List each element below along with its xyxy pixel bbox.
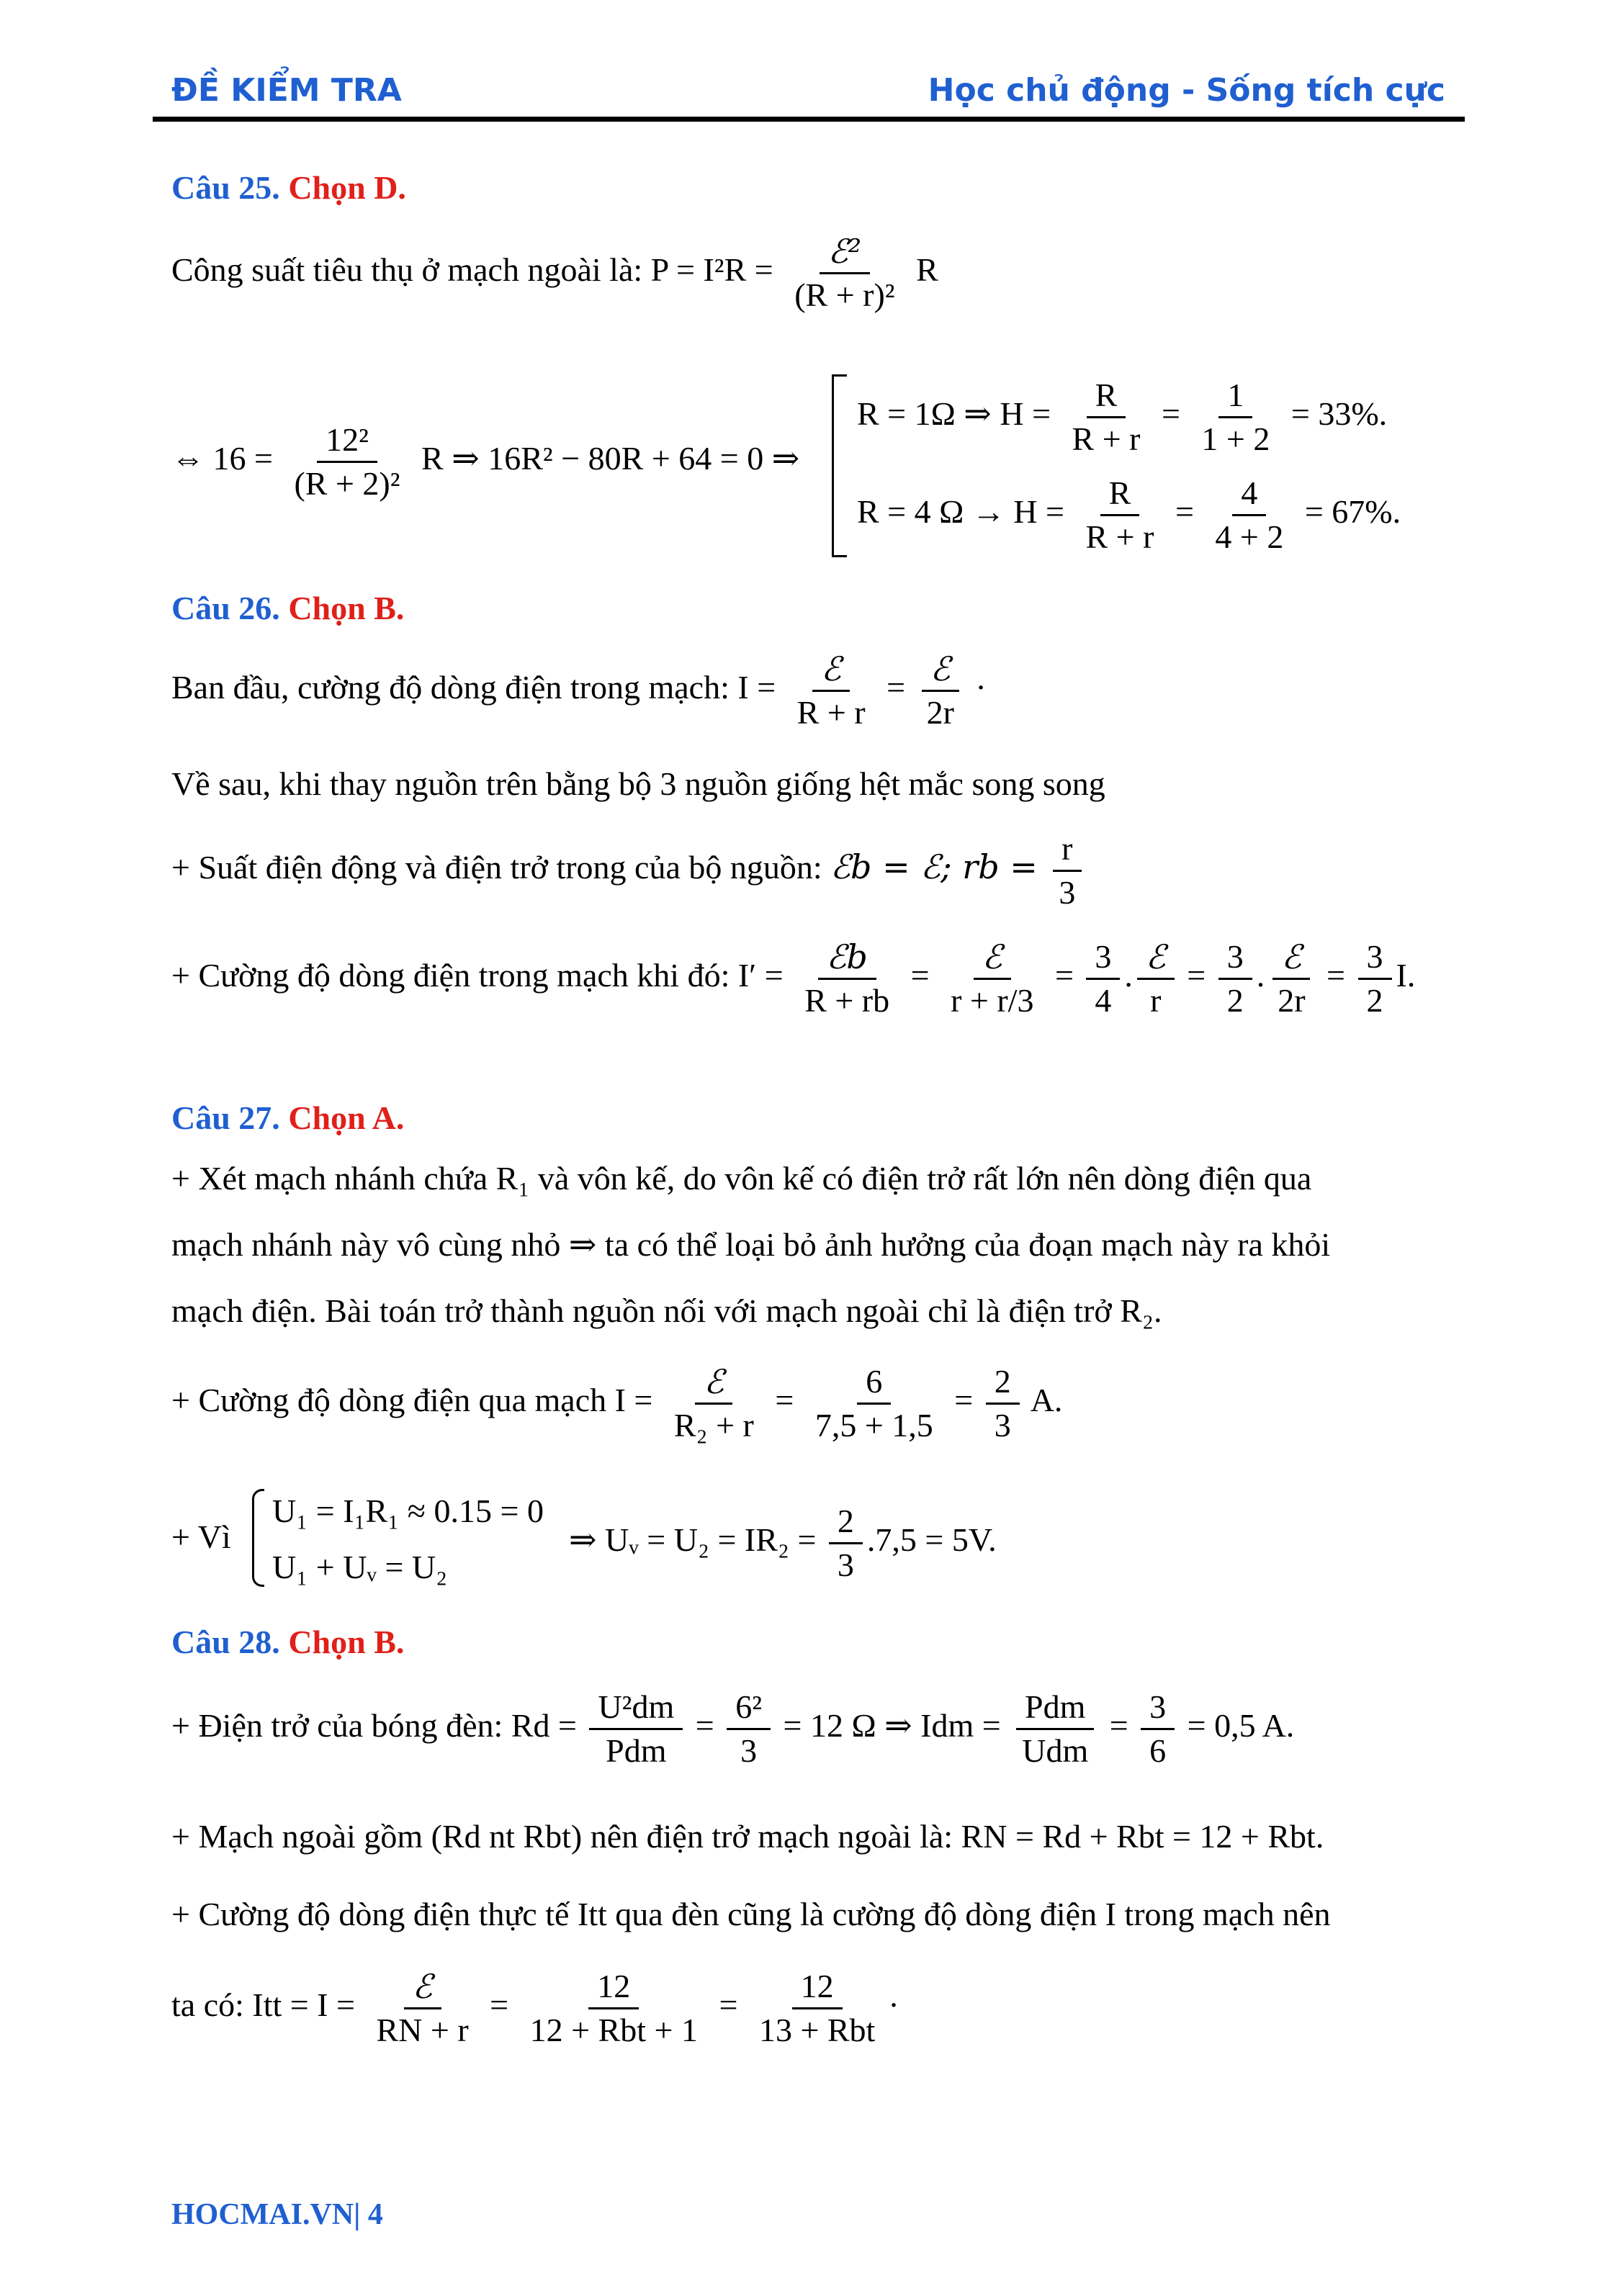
num: ℰ xyxy=(1272,936,1310,980)
q26-end: I. xyxy=(1396,957,1416,994)
q28-line1: + Điện trở của bóng đèn: Rd = U²dm Pdm = $\frac{\text{6²}}{3}$ = 12 Ω ⇒ Idm = Pdm Udm = $\frac{3}{6}$ = 0,5 A. xyxy=(171,1686,1294,1772)
q27-h3 xyxy=(986,1361,1020,1446)
footer-page: HOCMAI.VN| 4 xyxy=(171,2198,383,2231)
num: 6 xyxy=(857,1361,891,1405)
q28-heading xyxy=(171,1626,404,1659)
q25-case1-f2 xyxy=(1193,374,1278,460)
q27-sys-fraction xyxy=(829,1500,863,1586)
den: 12 + Rbt + 1 xyxy=(529,2012,698,2048)
q27-choice: Chọn A. xyxy=(288,1099,405,1136)
q27-sys-end: .7,5 = 5V. xyxy=(866,1521,997,1559)
den: R₂ + r xyxy=(673,1407,754,1444)
q25-line1 xyxy=(171,230,938,316)
den: 2r xyxy=(1278,982,1306,1019)
den: R + r xyxy=(1072,420,1141,457)
q25-case2-f1 xyxy=(1077,472,1162,558)
q25-line1-tail: R xyxy=(916,251,938,289)
header-title: ĐỀ KIỂM TRA xyxy=(171,72,402,109)
den: 2 xyxy=(1366,982,1383,1019)
q26-line2: Về sau, khi thay nguồn trên bằng bộ 3 nguồn giống hệt mắc song song xyxy=(171,765,1105,802)
q27-sys1: U₁ = I₁R₁ ≈ 0.15 = 0 xyxy=(272,1493,544,1529)
q28-line2: + Mạch ngoài gồm (Rd nt Rbt) nên điện trở mạch ngoài là: RN = Rd + Rbt = 12 + Rbt. xyxy=(171,1818,1324,1855)
q25-case2-result: = 67%. xyxy=(1304,493,1401,531)
q26-g3b xyxy=(1137,936,1175,1022)
den: 3 xyxy=(740,1732,758,1769)
q26-g3a xyxy=(1086,936,1120,1022)
num: 6² xyxy=(727,1686,771,1730)
q28-b3 xyxy=(750,1966,884,2051)
q26-line3-text: + Suất điện động và điện trở trong của bộ nguồn: xyxy=(171,849,822,886)
q25-case1 xyxy=(857,374,1387,460)
num: ℰ xyxy=(404,1966,441,2009)
q28-a-mid: = 12 Ω ⇒ Idm = xyxy=(783,1707,1001,1744)
q26-line3-eq: ℰb = ℰ; rb = xyxy=(830,847,1038,887)
den: 7,5 + 1,5 xyxy=(814,1407,933,1444)
q25-case1-f1 xyxy=(1064,374,1149,460)
q26-g3d xyxy=(1269,936,1314,1022)
num: 3 xyxy=(1141,1686,1175,1730)
num: Pdm xyxy=(1016,1686,1094,1730)
q28-line1-rd: Rd = xyxy=(511,1707,577,1744)
num: ℰ xyxy=(695,1361,732,1405)
den: 1 + 2 xyxy=(1201,420,1270,457)
q25-case2 xyxy=(857,472,1401,558)
den: R + r xyxy=(1085,518,1154,555)
q28-a1 xyxy=(589,1686,683,1772)
q25-line2-fraction xyxy=(285,419,408,505)
q28-b-end: · xyxy=(888,1986,899,2024)
q27-sys-res: ⇒ Uᵥ = U₂ = IR₂ = xyxy=(569,1521,817,1559)
q27-heading xyxy=(171,1099,405,1136)
equals: = xyxy=(1161,395,1180,433)
equals: = xyxy=(886,669,906,706)
num: ℰ xyxy=(1137,936,1175,980)
q25-line2 xyxy=(171,419,799,505)
q25-line1-num: ℰ² xyxy=(820,230,870,274)
q27-sys2: U₁ + Uᵥ = U₂ xyxy=(272,1549,448,1585)
q26-line3-fraction xyxy=(1050,828,1084,914)
q25-case1-a: R = 1Ω ⇒ H = xyxy=(857,395,1051,433)
num: r xyxy=(1053,828,1081,872)
den: 13 + Rbt xyxy=(758,2012,876,2048)
den: Pdm xyxy=(606,1732,667,1769)
q27-h2 xyxy=(807,1361,942,1446)
q25-line2-mid: R ⇒ 16R² − 80R + 64 = 0 ⇒ xyxy=(421,440,800,477)
num: ℰ xyxy=(922,648,959,692)
q25-choice: Chọn D. xyxy=(288,169,406,206)
q26-line4-text: + Cường độ dòng điện trong mạch khi đó: xyxy=(171,957,730,994)
q28-b1 xyxy=(368,1966,477,2051)
q25-case-bracket xyxy=(832,374,847,557)
equals: = xyxy=(1327,957,1345,994)
q25-line1-fraction xyxy=(786,230,903,316)
q28-line1-text: + Điện trở của bóng đèn: xyxy=(171,1707,503,1744)
den: 3 xyxy=(994,1407,1011,1444)
equals: = xyxy=(1175,493,1194,531)
header-rule xyxy=(153,117,1465,122)
num: 3 xyxy=(1218,936,1252,980)
num: 4 xyxy=(1232,472,1266,516)
q26-heading xyxy=(171,592,404,625)
num: ℰ xyxy=(812,648,850,692)
num: 2 xyxy=(986,1361,1020,1405)
q25-line1-lhs: P = I²R = xyxy=(650,251,773,289)
q26-title: Câu 26. xyxy=(171,590,280,626)
q28-line4-i: Itt = I = xyxy=(252,1986,355,2024)
den: 3 xyxy=(837,1547,854,1583)
q25-line1-text: Công suất tiêu thụ ở mạch ngoài là: xyxy=(171,251,643,289)
num: ℰb xyxy=(818,936,876,980)
q27-h-end: A. xyxy=(1030,1382,1063,1419)
num: 12 xyxy=(792,1966,843,2009)
q25-case1-result: = 33%. xyxy=(1290,395,1388,433)
num: 2 xyxy=(829,1500,863,1544)
den: 3 xyxy=(1059,874,1076,911)
q26-line1-text: Ban đầu, cường độ dòng điện trong mạch: xyxy=(171,669,730,706)
equals: = xyxy=(1054,957,1074,994)
num: 1 xyxy=(1218,374,1252,418)
den: 2r xyxy=(926,694,954,731)
q27-sys-brace xyxy=(252,1489,264,1587)
dot: · xyxy=(975,669,987,706)
equals: = xyxy=(1187,957,1206,994)
q27-line4: + Cường độ dòng điện qua mạch I = ℰ R₂ + r = $\frac{6}{7,5 + 1,5}$ = $\frac{2}{3}$ A. xyxy=(171,1361,1062,1446)
q26-line1-i: I = xyxy=(737,669,776,706)
den: R + rb xyxy=(804,982,890,1019)
q27-p3: mạch điện. Bài toán trở thành nguồn nối với mạch ngoài chỉ là điện trở R₂. xyxy=(171,1292,1162,1329)
num: R xyxy=(1100,472,1140,516)
q25-line2-lhs: ⇔ 16 = xyxy=(171,440,273,477)
q27-h1 xyxy=(665,1361,763,1446)
den: r xyxy=(1150,982,1162,1019)
q25-case2-a: R = 4 Ω → H = xyxy=(857,493,1064,531)
den: Udm xyxy=(1022,1732,1089,1769)
q26-g3c xyxy=(1218,936,1252,1022)
q25-case2-f2 xyxy=(1206,472,1292,558)
num: 12 xyxy=(588,1966,639,2009)
num: R xyxy=(1087,374,1126,418)
den: 2 xyxy=(1226,982,1244,1019)
q28-line3: + Cường độ dòng điện thực tế Itt qua đèn cũng là cường độ dòng điện I trong mạch nên xyxy=(171,1896,1331,1932)
q26-f2 xyxy=(918,648,963,734)
den: RN + r xyxy=(376,2012,469,2048)
q28-line4: ta có: Itt = I = ℰ RN + r = 12 12 + Rbt + 1 = 12 13 + Rbt · xyxy=(171,1966,899,2051)
num: U²dm xyxy=(589,1686,683,1730)
q26-line4: + Cường độ dòng điện trong mạch khi đó: I′ = ℰb R + rb = ℰ r + r/3 = $\frac{3}{4}$ . ℰ r = $\frac{3}{2}$ . ℰ 2r = $\frac{3}{2}$ I. xyxy=(171,936,1415,1022)
q28-a4 xyxy=(1141,1686,1175,1772)
q27-p2: mạch nhánh này vô cùng nhỏ ⇒ ta có thể loại bỏ ảnh hưởng của đoạn mạch này ra khỏi xyxy=(171,1226,1331,1263)
den: R + r xyxy=(796,694,866,731)
q27-line4-i: I = xyxy=(614,1382,653,1419)
q26-g1 xyxy=(796,936,898,1022)
den: 4 + 2 xyxy=(1215,518,1284,555)
q25-heading xyxy=(171,171,406,204)
q27-sys-label: + Vì xyxy=(171,1518,231,1555)
q27-line4-text: + Cường độ dòng điện qua mạch xyxy=(171,1382,607,1419)
den: r + r/3 xyxy=(951,982,1034,1019)
q28-title: Câu 28. xyxy=(171,1624,280,1660)
q26-choice: Chọn B. xyxy=(288,590,405,626)
num: ℰ xyxy=(974,936,1011,980)
q28-choice: Chọn B. xyxy=(288,1624,405,1660)
q28-a2 xyxy=(727,1686,771,1772)
q28-b2 xyxy=(521,1966,706,2051)
q25-title: Câu 25. xyxy=(171,169,280,206)
q28-a-end: = 0,5 A. xyxy=(1187,1707,1295,1744)
header-slogan: Học chủ động - Sống tích cực xyxy=(928,72,1445,109)
q25-line2-den: (R + 2)² xyxy=(294,465,400,502)
q26-f1 xyxy=(789,648,874,734)
q25-line1-den: (R + r)² xyxy=(794,276,895,313)
q26-g3e xyxy=(1358,936,1392,1022)
q26-line1 xyxy=(171,648,987,734)
q26-line4-i: I′ = xyxy=(737,957,784,994)
q28-a3 xyxy=(1013,1686,1097,1772)
q26-g2 xyxy=(942,936,1042,1022)
q27-title: Câu 27. xyxy=(171,1099,280,1136)
num: 3 xyxy=(1358,936,1392,980)
q26-line3 xyxy=(171,828,1088,914)
equals: = xyxy=(910,957,930,994)
den: 4 xyxy=(1095,982,1112,1019)
q27-sys-result xyxy=(569,1500,997,1586)
num: 3 xyxy=(1086,936,1120,980)
q27-p1: + Xét mạch nhánh chứa R₁ và vôn kế, do vôn kế có điện trở rất lớn nên dòng điện qua xyxy=(171,1160,1312,1197)
q25-line2-num: 12² xyxy=(317,419,377,463)
den: 6 xyxy=(1149,1732,1167,1769)
q28-line4-text: ta có: xyxy=(171,1986,244,2024)
